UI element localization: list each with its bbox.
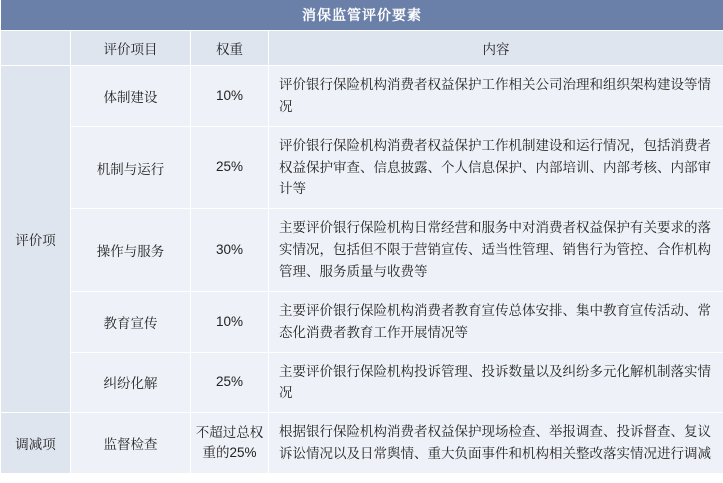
table-row <box>1 291 723 352</box>
table-row <box>1 413 723 474</box>
content-cell: 主要评价银行保险机构日常经营和服务中对消费者权益保护有关要求的落实情况，包括但不限于营销宣传、适当性管理、销售行为管控、合作机构管理、服务质量与收费等 <box>269 209 723 292</box>
table-row <box>1 352 723 413</box>
header-content: 内容 <box>269 31 723 66</box>
table-row <box>1 126 723 209</box>
category-cell-deduction: 调减项 <box>1 413 71 474</box>
table-row <box>1 209 723 292</box>
item-cell: 教育宣传 <box>71 291 191 352</box>
content-cell: 根据银行保险机构消费者权益保护现场检查、举报调查、投诉督查、复议诉讼情况以及日常舆情、重大负面事件和机构相关整改落实情况进行调减 <box>269 413 723 474</box>
table-title: 消保监管评价要素 <box>1 0 723 31</box>
weight-cell: 30% <box>191 209 269 292</box>
header-category <box>1 31 71 66</box>
header-item: 评价项目 <box>71 31 191 66</box>
weight-cell: 25% <box>191 126 269 209</box>
item-cell: 监督检查 <box>71 413 191 474</box>
item-cell: 纠纷化解 <box>71 352 191 413</box>
content-cell: 主要评价银行保险机构投诉管理、投诉数量以及纠纷多元化解机制落实情况 <box>269 352 723 413</box>
header-weight: 权重 <box>191 31 269 66</box>
item-cell: 机制与运行 <box>71 126 191 209</box>
weight-cell: 不超过总权重的25% <box>191 413 269 474</box>
content-cell: 主要评价银行保险机构消费者教育宣传总体安排、集中教育宣传活动、常态化消费者教育工作开展情况等 <box>269 291 723 352</box>
item-cell: 体制建设 <box>71 66 191 127</box>
content-cell: 评价银行保险机构消费者权益保护工作相关公司治理和组织架构建设等情况 <box>269 66 723 127</box>
table-row <box>1 66 723 127</box>
weight-cell: 10% <box>191 291 269 352</box>
item-cell: 操作与服务 <box>71 209 191 292</box>
table-header-row <box>1 31 723 66</box>
category-cell-evaluation: 评价项 <box>1 66 71 413</box>
table-title-row <box>1 0 723 31</box>
content-cell: 评价银行保险机构消费者权益保护工作机制建设和运行情况，包括消费者权益保护审查、信息披露、个人信息保护、内部培训、内部考核、内部审计等 <box>269 126 723 209</box>
weight-cell: 25% <box>191 352 269 413</box>
weight-cell: 10% <box>191 66 269 127</box>
